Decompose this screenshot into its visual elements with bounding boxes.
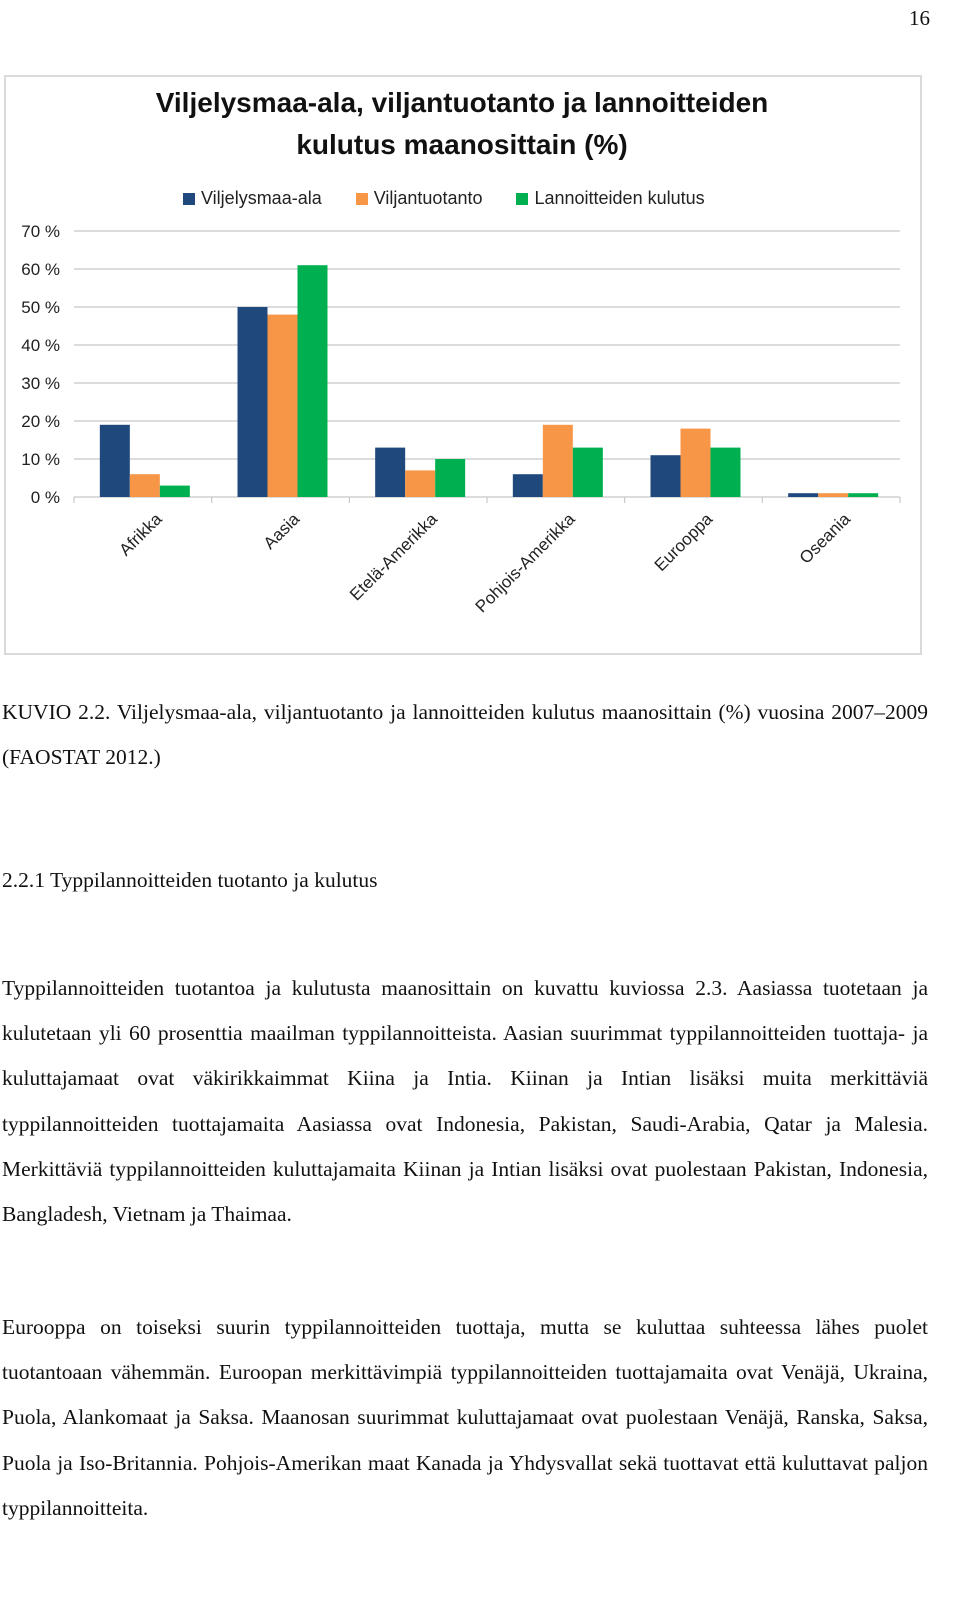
bar-1 xyxy=(651,455,681,497)
legend-item-series2 xyxy=(356,188,483,209)
legend-label-series3: Lannoitteiden kulutus xyxy=(534,188,705,208)
y-tick-label: 40 % xyxy=(21,336,60,355)
page-number: 16 xyxy=(909,6,930,30)
body-paragraph-2: Eurooppa on toiseksi suurin typpilannoitteiden tuottaja, mutta se kuluttaa suhteessa lähes puolet tuotantoaan vähemmän. Euroopan merkittävimpiä typpilannoitteiden tuottajamaita ovat Venäjä, Ukraina, Puola, Alankomaat ja Saksa. Maanosan suurimmat kuluttajamaat ovat puolestaan Venäjä, Ranska, Saksa, Puola ja Iso-Britannia. Pohjois-Amerikan maat Kanada ja Yhdysvallat sekä tuottavat että kuluttavat paljon typpilannoitteita. xyxy=(2,1315,928,1520)
legend-swatch-series1 xyxy=(183,193,195,205)
chart-title-line1: Viljelysmaa-ala, viljantuotanto ja lannoitteiden xyxy=(155,87,769,118)
bar-1 xyxy=(238,307,268,497)
bar-2 xyxy=(130,474,160,497)
y-tick-label: 10 % xyxy=(21,450,60,469)
bar-2 xyxy=(681,429,711,497)
y-tick-label: 20 % xyxy=(21,412,60,431)
bar-3 xyxy=(298,265,328,497)
bar-1 xyxy=(513,474,543,497)
section-heading: 2.2.1 Typpilannoitteiden tuotanto ja kulutus xyxy=(2,868,378,892)
y-tick-label: 70 % xyxy=(21,222,60,241)
bar-3 xyxy=(848,493,878,497)
bar-3 xyxy=(435,459,465,497)
bar-3 xyxy=(160,486,190,497)
bar-3 xyxy=(573,448,603,497)
y-tick-label: 30 % xyxy=(21,374,60,393)
legend-item-series1 xyxy=(183,188,322,209)
bar-1 xyxy=(100,425,130,497)
bar-2 xyxy=(543,425,573,497)
legend-label-series2: Viljantuotanto xyxy=(373,188,483,208)
x-category-label: Eurooppa xyxy=(650,509,717,575)
chart-title xyxy=(0,82,924,166)
x-category-label: Etelä-Amerikka xyxy=(346,509,441,605)
y-tick-label: 50 % xyxy=(21,298,60,317)
body-paragraph-1: Typpilannoitteiden tuotantoa ja kulutusta maanosittain on kuvattu kuviossa 2.3. Aasiassa tuotetaan ja kulutetaan yli 60 prosenttia maailman typpilannoitteista. Aasian suurimmat typpilannoitteiden tuottaja- ja kuluttajamaat ovat väkirikkaimmat Kiina ja Intia. Kiinan ja Intian lisäksi muita merkittäviä typpilannoitteiden tuottajamaita Aasiassa ovat Indonesia, Pakistan, Saudi-Arabia, Qatar ja Malesia. Merkittäviä typpilannoitteiden kuluttajamaita Kiinan ja Intian lisäksi ovat puolestaan Pakistan, Indonesia, Bangladesh, Vietnam ja Thaimaa. xyxy=(2,976,928,1227)
y-tick-label: 60 % xyxy=(21,260,60,279)
y-tick-label: 0 % xyxy=(30,488,60,507)
bar-2 xyxy=(818,493,848,497)
legend-item-series3 xyxy=(516,188,704,209)
bar-1 xyxy=(375,448,405,497)
x-category-label: Afrikka xyxy=(115,509,166,560)
x-category-label: Aasia xyxy=(259,509,304,553)
legend-label-series1: Viljelysmaa-ala xyxy=(201,188,322,208)
bar-2 xyxy=(268,315,298,497)
bar-3 xyxy=(711,448,741,497)
legend-swatch-series3 xyxy=(516,193,528,205)
bar-1 xyxy=(788,493,818,497)
chart-legend xyxy=(183,188,705,209)
legend-swatch-series2 xyxy=(356,193,368,205)
figure-caption: KUVIO 2.2. Viljelysmaa-ala, viljantuotanto ja lannoitteiden kulutus maanosittain (%) vuosina 2007–2009 (FAOSTAT 2012.) xyxy=(2,700,928,769)
x-category-label: Oseania xyxy=(795,509,854,568)
bar-2 xyxy=(405,470,435,497)
chart-title-line2: kulutus maanosittain (%) xyxy=(296,129,628,160)
x-category-label: Pohjois-Amerikka xyxy=(471,509,579,617)
